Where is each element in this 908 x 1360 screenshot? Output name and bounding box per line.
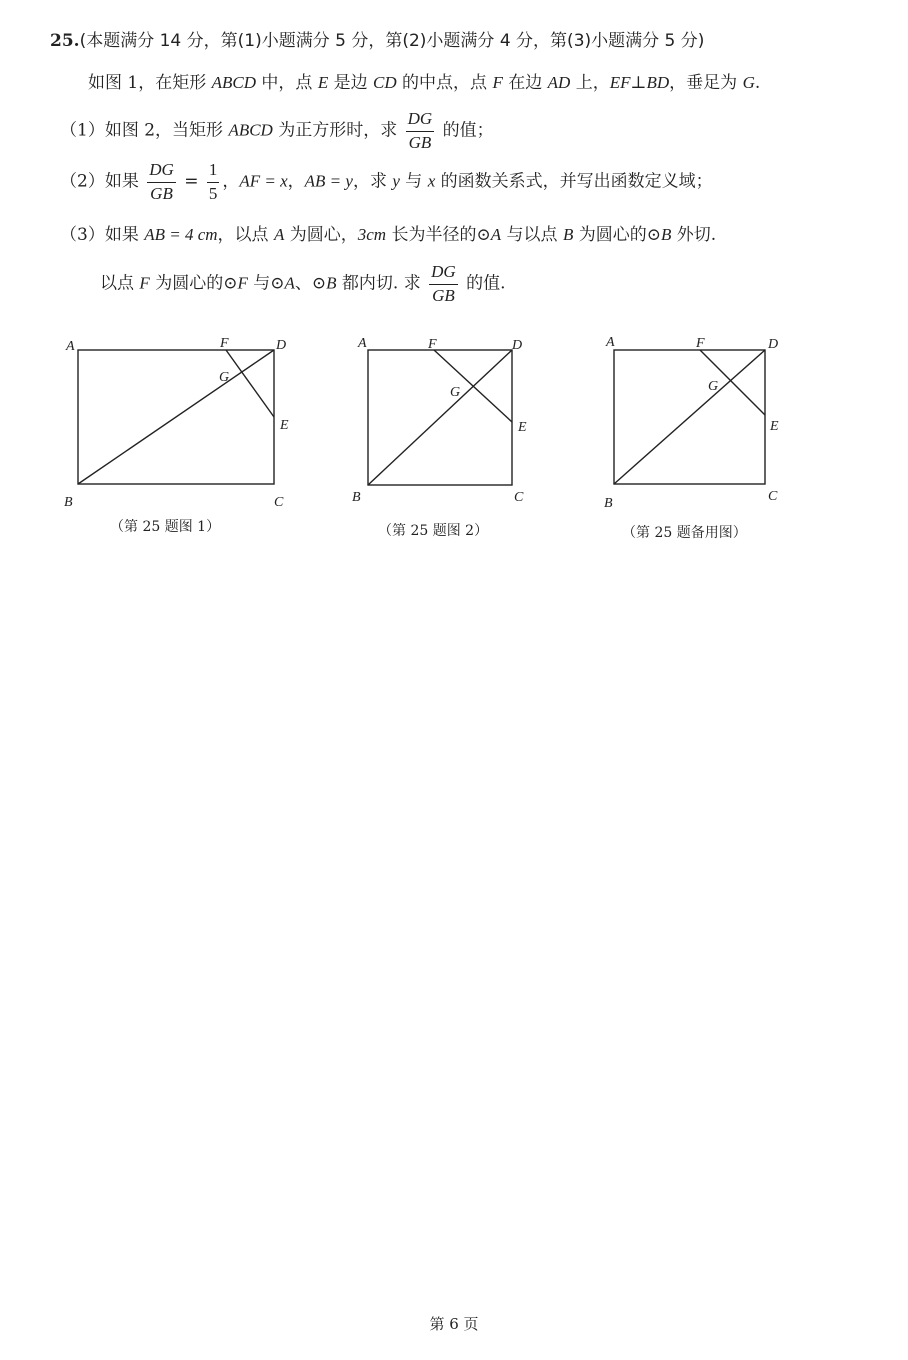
label-a: A (358, 336, 367, 351)
label-e: E (280, 418, 289, 433)
label-f: F (428, 337, 437, 352)
label-b: B (64, 495, 73, 510)
label-b: B (604, 496, 613, 511)
label-g: G (450, 385, 461, 400)
segment-ef (226, 350, 274, 417)
value-fraction: $\frac{1}{5}$ (208, 160, 218, 203)
diagonal-bd (78, 350, 274, 484)
ratio-fraction: $\frac{DG}{GB}$ (431, 262, 456, 305)
page-number: 第 6 页 (429, 1315, 479, 1333)
sub-question-3-continued: 以点 F 为圆心的⊙F 与⊙A、⊙B 都内切. 求 $\frac{DG}{GB}$ 的值. (100, 262, 506, 305)
figure-2 (368, 350, 512, 485)
label-c: C (768, 489, 778, 504)
label-d: D (276, 338, 287, 353)
diagonal-bd (368, 350, 512, 485)
label-a: A (66, 339, 75, 354)
label-g: G (219, 370, 230, 385)
question-score-note: (本题满分 14 分，第(1)小题满分 5 分，第(2)小题满分 4 分，第(3)小题满分 5 分) (79, 31, 705, 51)
label-d: D (512, 338, 523, 353)
label-b: B (352, 490, 361, 505)
sub-question-1: （1）如图 2，当矩形 ABCD 为正方形时，求 $\frac{DG}{GB}$ 的值； (60, 109, 494, 152)
figure-1 (78, 350, 274, 484)
label-a: A (606, 335, 615, 350)
figure-1-caption: （第 25 题图 1） (110, 519, 221, 535)
figure-3 (614, 350, 765, 484)
label-g: G (708, 379, 719, 394)
ratio-fraction: $\frac{DG}{GB}$ (149, 160, 174, 203)
figures-diagram (0, 320, 908, 580)
figure-2-caption: （第 25 题图 2） (378, 523, 489, 539)
label-c: C (514, 490, 524, 505)
sub-question-3: （3）如果 AB = 4 cm，以点 A 为圆心，3cm 长为半径的⊙A 与以点 B 为圆心的⊙B 外切. (60, 225, 717, 245)
label-c: C (274, 495, 284, 510)
question-intro: 如图 1，在矩形 ABCD 中，点 E 是边 CD 的中点，点 F 在边 AD 上，EF⊥BD，垂足为 G. (88, 73, 761, 93)
figure-3-caption: （第 25 题备用图） (622, 525, 747, 541)
label-f: F (696, 336, 705, 351)
question-number: 25. (50, 31, 80, 51)
label-e: E (518, 420, 527, 435)
label-d: D (768, 337, 779, 352)
label-f: F (220, 336, 229, 351)
ratio-fraction: $\frac{DG}{GB}$ (407, 109, 433, 152)
diagonal-bd (614, 350, 765, 484)
label-e: E (770, 419, 779, 434)
question-header (50, 33, 704, 50)
sub-question-2: （2）如果 $\frac{DG}{GB}$ = $\frac{1}{5}$ ，AF = x，AB = y，求 y 与 x 的函数关系式，并写出函数定义域； (60, 160, 713, 203)
